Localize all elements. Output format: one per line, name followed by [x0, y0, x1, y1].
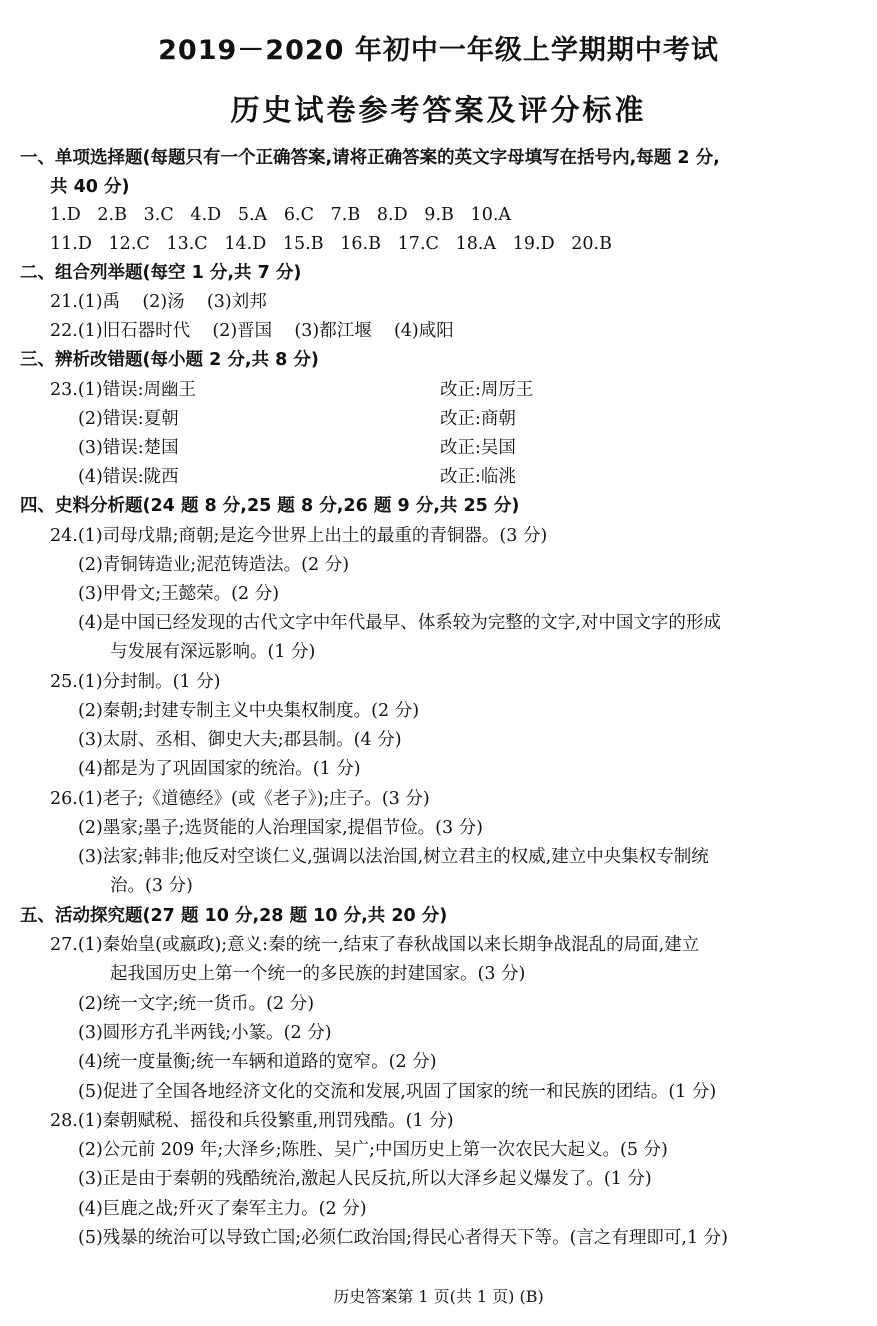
correction-fix-2: 改正:商朝	[440, 409, 516, 429]
question-27-3: (3)圆形方孔半两钱;小篆。(2 分)	[78, 1023, 332, 1043]
correction-wrong-4: (4)错误:陇西	[78, 467, 179, 487]
question-26-3: (3)法家;韩非;他反对空谈仁义,强调以法治国,树立君主的权威,建立中央集权专制统	[78, 847, 709, 867]
correction-fix-3: 改正:吴国	[440, 438, 516, 458]
question-27-4: (4)统一度量衡;统一车辆和道路的宽窄。(2 分)	[78, 1052, 437, 1072]
page-subtitle: 历史试卷参考答案及评分标准	[230, 93, 647, 127]
question-28-3: (3)正是由于秦朝的残酷统治,激起人民反抗,所以大泽乡起义爆发了。(1 分)	[78, 1169, 652, 1189]
correction-fix-4: 改正:临洮	[440, 467, 516, 487]
page-footer: 历史答案第 1 页(共 1 页) (B)	[333, 1287, 544, 1306]
question-28-2: (2)公元前 209 年;大泽乡;陈胜、吴广;中国历史上第一次农民大起义。(5 分)	[78, 1140, 668, 1160]
section-5-heading: 五、活动探究题(27 题 10 分,28 题 10 分,共 20 分)	[20, 906, 448, 926]
correction-wrong-3: (3)错误:楚国	[78, 438, 179, 458]
section-1-heading: 一、单项选择题(每题只有一个正确答案,请将正确答案的英文字母填写在括号内,每题 2 分,	[20, 148, 720, 168]
section-1-answers-row-2: 11.D 12.C 13.C 14.D 15.B 16.B 17.C 18.A 19.D 20.B	[50, 234, 612, 254]
question-27-5: (5)促进了全国各地经济文化的交流和发展,巩固了国家的统一和民族的团结。(1 分)	[78, 1082, 717, 1102]
correction-wrong-1: 23.(1)错误:周幽王	[50, 380, 197, 400]
question-25-2: (2)秦朝;封建专制主义中央集权制度。(2 分)	[78, 701, 420, 721]
question-24-4: (4)是中国已经发现的古代文字中年代最早、体系较为完整的文字,对中国文字的形成	[78, 613, 721, 633]
question-24-2: (2)青铜铸造业;泥范铸造法。(2 分)	[78, 555, 350, 575]
question-24-1: 24.(1)司母戊鼎;商朝;是迄今世界上出土的最重的青铜器。(3 分)	[50, 526, 548, 546]
question-28-1: 28.(1)秦朝赋税、摇役和兵役繁重,刑罚残酷。(1 分)	[50, 1111, 454, 1131]
question-27-2: (2)统一文字;统一货币。(2 分)	[78, 994, 315, 1014]
question-28-5: (5)残暴的统治可以导致亡国;必须仁政治国;得民心者得天下等。(言之有理即可,1 分)	[78, 1228, 728, 1248]
section-4-heading: 四、史料分析题(24 题 8 分,25 题 8 分,26 题 9 分,共 25 分)	[20, 496, 520, 516]
question-27-1-cont: 起我国历史上第一个统一的多民族的封建国家。(3 分)	[110, 964, 526, 984]
question-26-1: 26.(1)老子;《道德经》(或《老子》);庄子。(3 分)	[50, 789, 430, 809]
section-3-heading: 三、辨析改错题(每小题 2 分,共 8 分)	[20, 350, 319, 370]
question-26-2: (2)墨家;墨子;选贤能的人治理国家,提倡节俭。(3 分)	[78, 818, 483, 838]
page-title: 2019－2020 年初中一年级上学期期中考试	[158, 35, 719, 66]
question-26-3-cont: 治。(3 分)	[110, 876, 193, 896]
question-21-answer: 21.(1)禹 (2)汤 (3)刘邦	[50, 292, 267, 312]
question-22-answer: 22.(1)旧石器时代 (2)晋国 (3)都江堰 (4)咸阳	[50, 321, 454, 341]
section-1-answers-row-1: 1.D 2.B 3.C 4.D 5.A 6.C 7.B 8.D 9.B 10.A	[50, 205, 512, 225]
section-1-heading-cont: 共 40 分)	[50, 177, 130, 197]
question-28-4: (4)巨鹿之战;歼灭了秦军主力。(2 分)	[78, 1199, 367, 1219]
question-25-3: (3)太尉、丞相、御史大夫;郡县制。(4 分)	[78, 730, 402, 750]
question-25-1: 25.(1)分封制。(1 分)	[50, 672, 221, 692]
question-25-4: (4)都是为了巩固国家的统治。(1 分)	[78, 759, 361, 779]
correction-fix-1: 改正:周厉王	[440, 380, 534, 400]
question-24-4-cont: 与发展有深远影响。(1 分)	[110, 642, 316, 662]
correction-wrong-2: (2)错误:夏朝	[78, 409, 179, 429]
section-2-heading: 二、组合列举题(每空 1 分,共 7 分)	[20, 263, 302, 283]
question-27-1: 27.(1)秦始皇(或嬴政);意义:秦的统一,结束了春秋战国以来长期争战混乱的局面,建立	[50, 935, 700, 955]
question-24-3: (3)甲骨文;王懿荣。(2 分)	[78, 584, 280, 604]
